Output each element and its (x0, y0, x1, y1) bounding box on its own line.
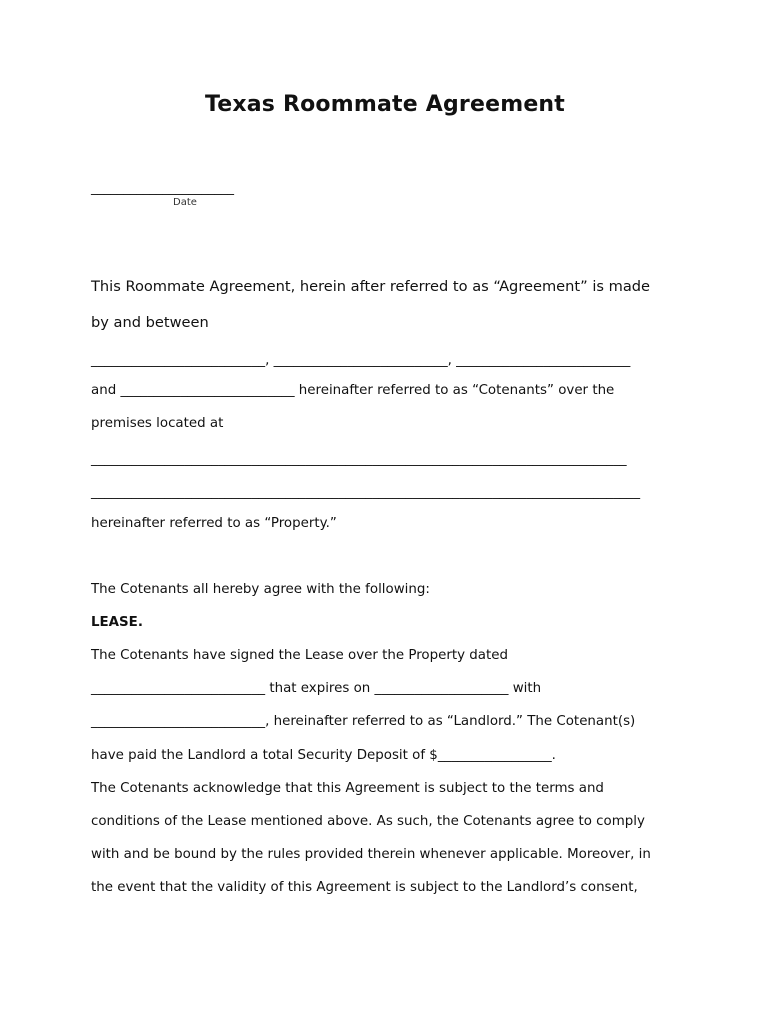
agree-line: The Cotenants all hereby agree with the following: (91, 582, 430, 597)
lease-line-2: __________________________ that expires on ____________________ with (91, 681, 542, 696)
intro-line-2: by and between (91, 314, 209, 331)
cotenant-names-blanks: __________________________, __________________________, __________________________ (91, 353, 631, 368)
lease-line-8: the event that the validity of this Agreement is subject to the Landlord’s consent, (91, 880, 638, 895)
lease-line-1: The Cotenants have signed the Lease over the Property dated (91, 648, 508, 663)
lease-line-4: have paid the Landlord a total Security Deposit of $_________________. (91, 748, 556, 763)
address-blank-2: __________________________________________________________________________________ (91, 485, 641, 500)
premises-line: premises located at (91, 416, 224, 431)
document-title: Texas Roommate Agreement (204, 92, 566, 117)
lease-line-6: conditions of the Lease mentioned above. As such, the Cotenants agree to comply (91, 814, 645, 829)
address-blank-1: ________________________________________________________________________________ (91, 452, 627, 467)
lease-line-3: __________________________, hereinafter referred to as “Landlord.” The Cotenant(s) (91, 714, 636, 729)
cotenants-line: and __________________________ hereinafter referred to as “Cotenants” over the (91, 383, 615, 398)
property-line: hereinafter referred to as “Property.” (91, 516, 337, 531)
lease-heading: LEASE. (91, 615, 143, 630)
date-label: Date (173, 197, 197, 208)
lease-line-7: with and be bound by the rules provided therein whenever applicable. Moreover, in (91, 847, 651, 862)
intro-line-1: This Roommate Agreement, herein after referred to as “Agreement” is made (91, 278, 651, 295)
lease-line-5: The Cotenants acknowledge that this Agreement is subject to the terms and (91, 781, 604, 796)
date-blank-line: ______________________ (91, 181, 234, 196)
